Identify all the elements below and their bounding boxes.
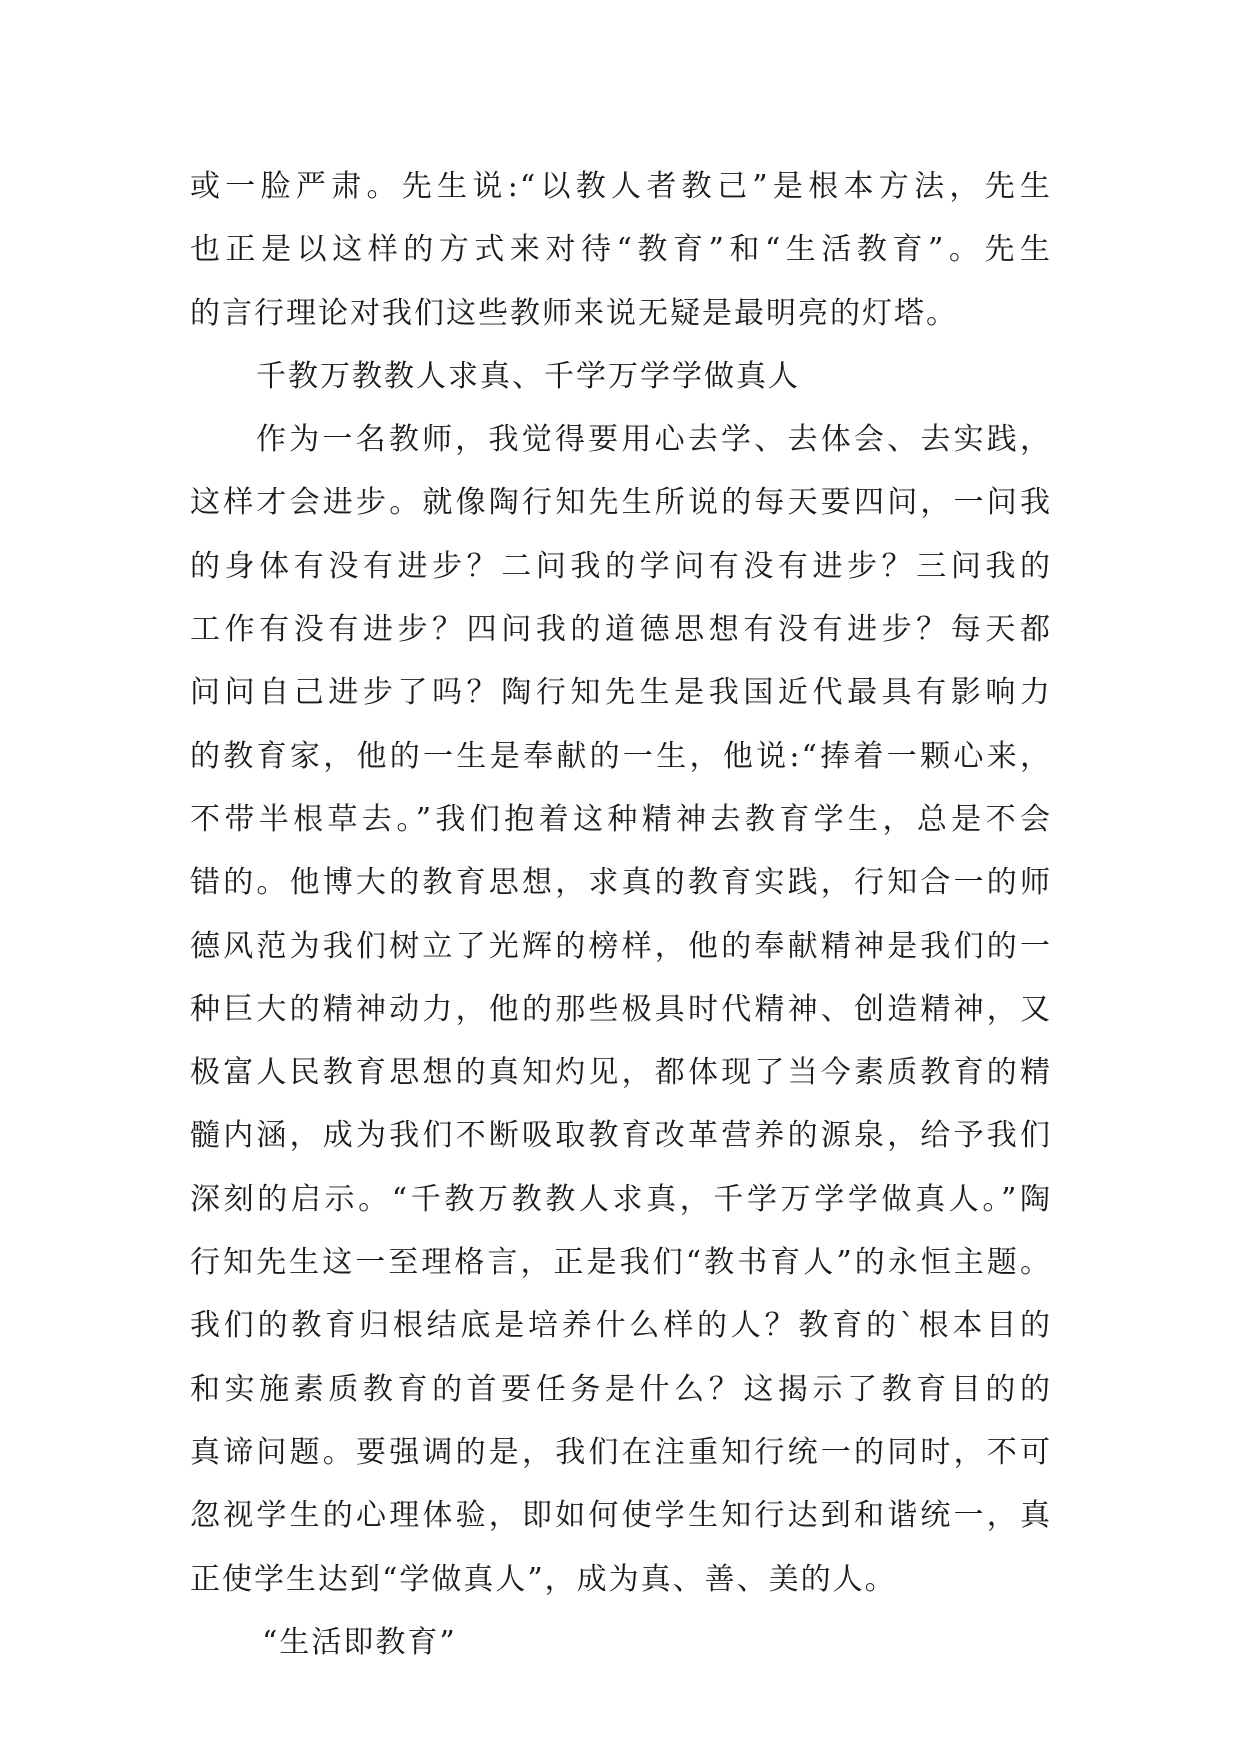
text-line: 的教育家，他的一生是奉献的一生，他说:“捧着一颗心来， <box>190 738 1052 774</box>
text-line: 德风范为我们树立了光辉的榜样，他的奉献精神是我们的一 <box>190 928 1052 964</box>
text-line: 种巨大的精神动力，他的那些极具时代精神、创造精神，又 <box>190 991 1052 1027</box>
text-line: 作为一名教师，我觉得要用心去学、去体会、去实践， <box>256 422 1052 458</box>
text-line: 深刻的启示。“千教万教教人求真，千学万学学做真人。”陶 <box>190 1181 1052 1217</box>
text-line: 正使学生达到“学做真人”，成为真、善、美的人。 <box>190 1561 897 1597</box>
text-line: 我们的教育归根结底是培养什么样的人？教育的`根本目的 <box>190 1308 1052 1344</box>
text-line: 忽视学生的心理体验，即如何使学生知行达到和谐统一，真 <box>190 1498 1052 1534</box>
section-heading: 千教万教教人求真、千学万学学做真人 <box>256 358 800 394</box>
document-body <box>190 155 1052 1674</box>
text-line: 极富人民教育思想的真知灼见，都体现了当今素质教育的精 <box>190 1055 1052 1091</box>
text-line: 这样才会进步。就像陶行知先生所说的每天要四问，一问我 <box>190 485 1052 521</box>
text-line: 和实施素质教育的首要任务是什么？这揭示了教育目的的 <box>190 1371 1052 1407</box>
text-line: 不带半根草去。”我们抱着这种精神去教育学生，总是不会 <box>190 801 1052 837</box>
text-line: 错的。他博大的教育思想，求真的教育实践，行知合一的师 <box>190 865 1052 901</box>
text-line: 也正是以这样的方式来对待“教育”和“生活教育”。先生 <box>190 232 1052 268</box>
text-line: 行知先生这一至理格言，正是我们“教书育人”的永恒主题。 <box>190 1245 1052 1281</box>
text-line: 的言行理论对我们这些教师来说无疑是最明亮的灯塔。 <box>190 295 958 331</box>
text-line: 真谛问题。要强调的是，我们在注重知行统一的同时，不可 <box>190 1434 1052 1470</box>
text-line: 问问自己进步了吗？陶行知先生是我国近代最具有影响力 <box>190 675 1052 711</box>
text-line: 工作有没有进步？四问我的道德思想有没有进步？每天都 <box>190 612 1052 648</box>
text-line: 髓内涵，成为我们不断吸取教育改革营养的源泉，给予我们 <box>190 1118 1052 1154</box>
text-line: 或一脸严肃。先生说:“以教人者教己”是根本方法，先生 <box>190 169 1052 204</box>
text-line: 的身体有没有进步？二问我的学问有没有进步？三问我的 <box>190 548 1052 584</box>
section-heading: “生活即教育” <box>262 1624 457 1660</box>
